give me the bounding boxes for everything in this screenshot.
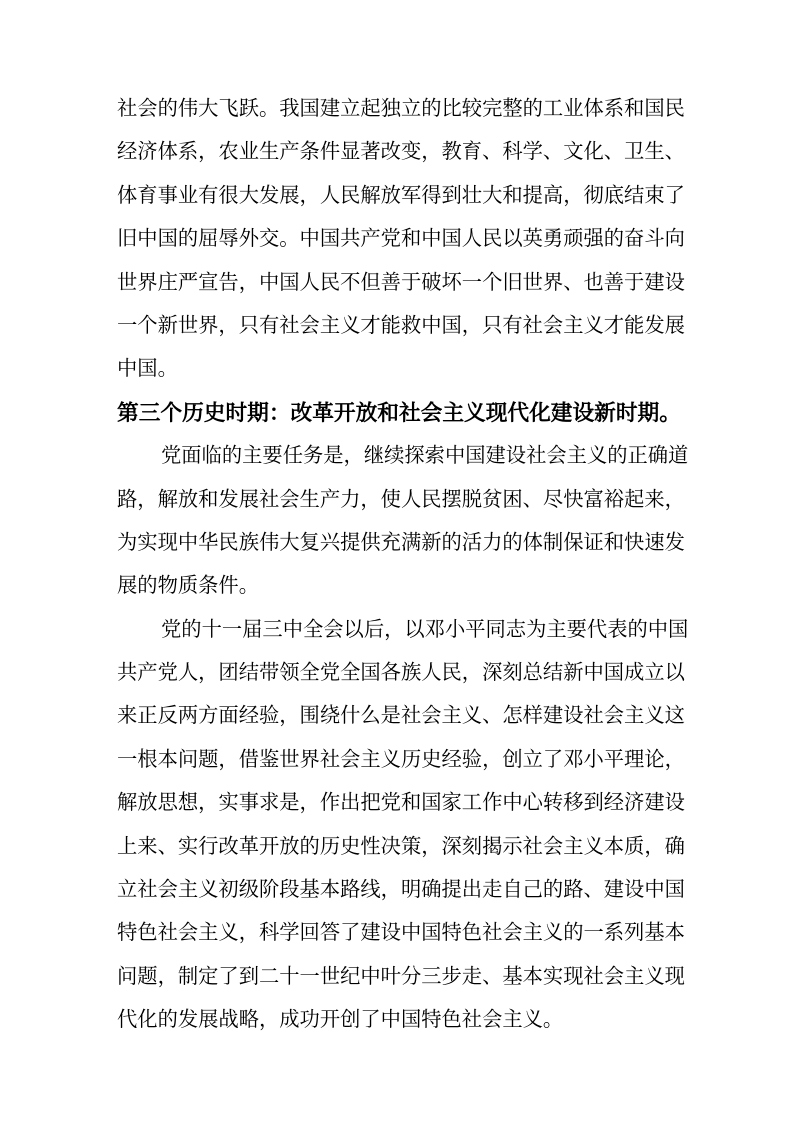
heading-line: 第三个历史时期：改革开放和社会主义现代化建设新时期。 xyxy=(117,400,681,425)
text-line: 党的十一届三中全会以后，以邓小平同志为主要代表的中国 xyxy=(161,618,689,641)
text-line: 中国。 xyxy=(117,358,178,381)
body-paragraph xyxy=(117,609,717,1043)
body-paragraph xyxy=(117,88,717,392)
text-line: 经济体系，农业生产条件显著改变，教育、科学、文化、卫生、 xyxy=(117,141,685,164)
text-line: 展的物质条件。 xyxy=(117,575,259,598)
text-line: 路，解放和发展社会生产力，使人民摆脱贫困、尽快富裕起来， xyxy=(117,488,685,511)
text-line: 特色社会主义，科学回答了建设中国特色社会主义的一系列基本 xyxy=(117,922,685,945)
text-line: 立社会主义初级阶段基本路线，明确提出走自己的路、建设中国 xyxy=(117,879,685,902)
text-line: 旧中国的屈辱外交。中国共产党和中国人民以英勇顽强的奋斗向 xyxy=(117,228,685,251)
text-line: 代化的发展战略，成功开创了中国特色社会主义。 xyxy=(117,1009,564,1032)
text-line: 上来、实行改革开放的历史性决策，深刻揭示社会主义本质，确 xyxy=(117,835,685,858)
section-heading xyxy=(117,392,717,435)
text-line: 党面临的主要任务是，继续探索中国建设社会主义的正确道 xyxy=(161,445,689,468)
text-line: 为实现中华民族伟大复兴提供充满新的活力的体制保证和快速发 xyxy=(117,531,685,554)
text-line: 解放思想，实事求是，作出把党和国家工作中心转移到经济建设 xyxy=(117,792,685,815)
text-block xyxy=(117,88,717,1043)
body-paragraph xyxy=(117,435,717,609)
text-line: 社会的伟大飞跃。我国建立起独立的比较完整的工业体系和国民 xyxy=(117,98,685,120)
text-line: 一根本问题，借鉴世界社会主义历史经验，创立了邓小平理论， xyxy=(117,748,685,771)
text-line: 来正反两方面经验，围绕什么是社会主义、怎样建设社会主义这 xyxy=(117,705,685,728)
text-line: 问题，制定了到二十一世纪中叶分三步走、基本实现社会主义现 xyxy=(117,965,685,988)
text-line: 体育事业有很大发展，人民解放军得到壮大和提高，彻底结束了 xyxy=(117,184,685,207)
text-line: 共产党人，团结带领全党全国各族人民，深刻总结新中国成立以 xyxy=(117,662,685,685)
text-line: 世界庄严宣告，中国人民不但善于破坏一个旧世界、也善于建设 xyxy=(117,271,685,294)
text-line: 一个新世界，只有社会主义才能救中国，只有社会主义才能发展 xyxy=(117,314,685,337)
